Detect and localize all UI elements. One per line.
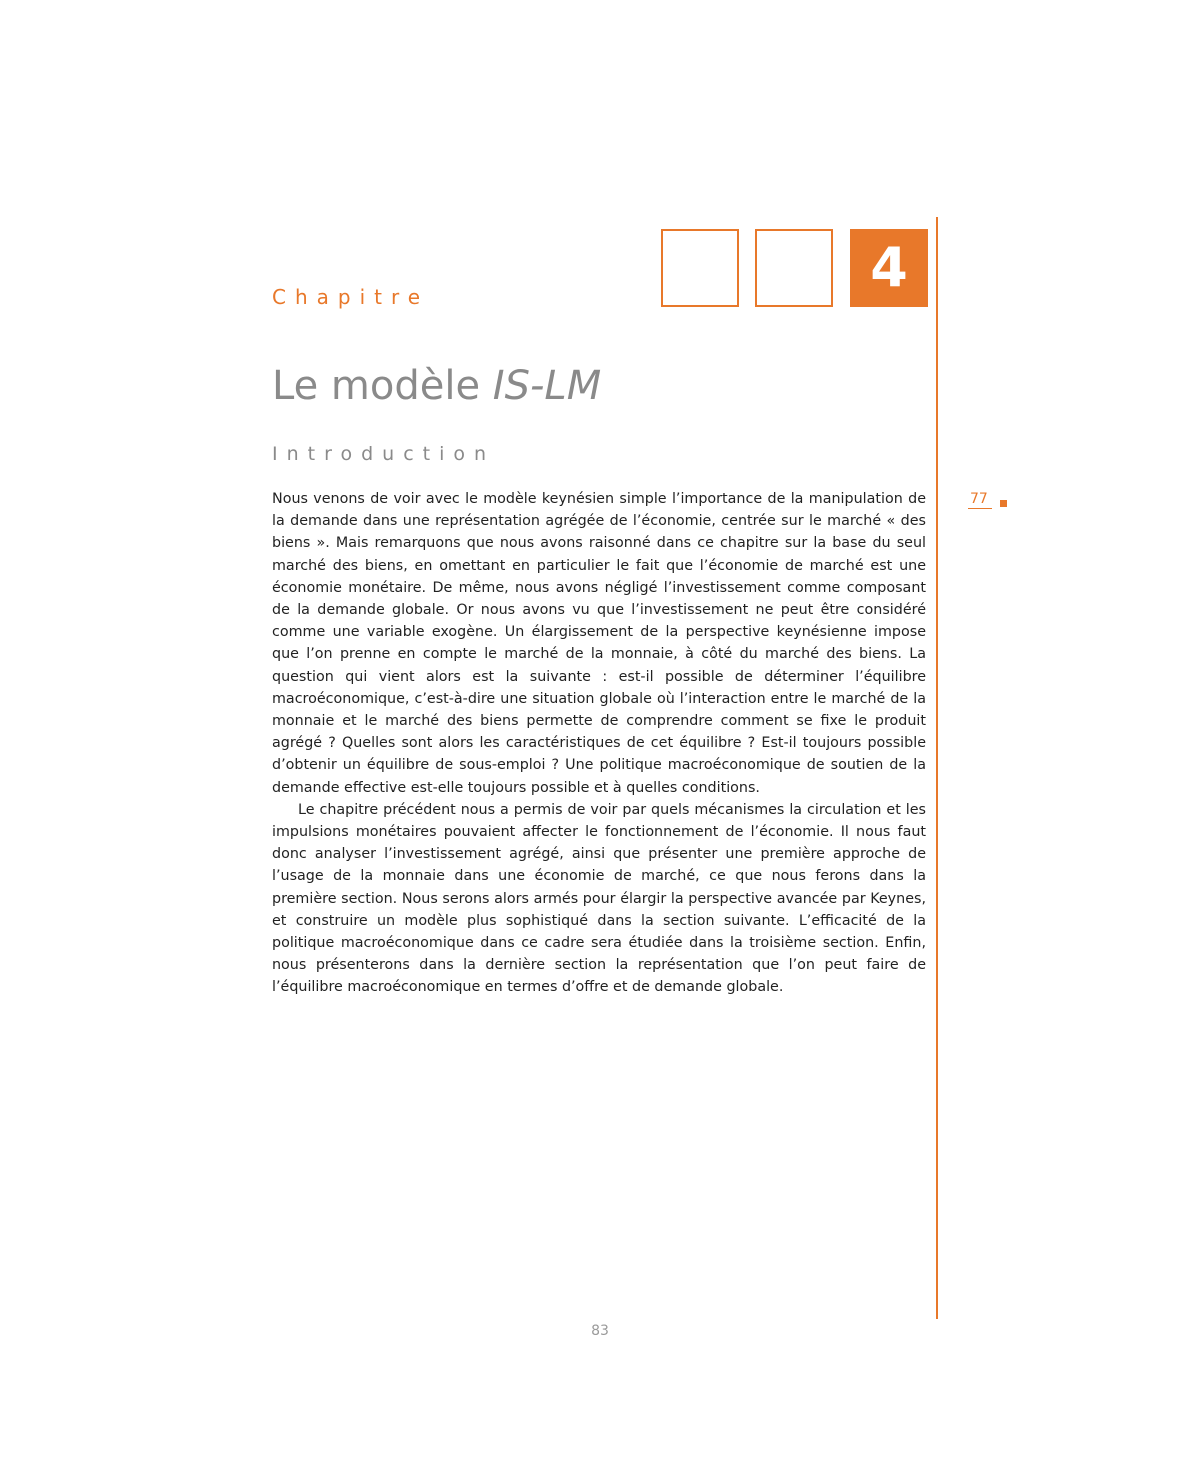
- page-number: 83: [591, 1323, 609, 1339]
- margin-vertical-rule: [936, 217, 938, 1319]
- chapter-decor-box-empty-1: [661, 229, 739, 307]
- body-text: [272, 488, 926, 999]
- margin-square-marker: [1000, 500, 1007, 507]
- chapter-label: Chapitre: [272, 285, 430, 309]
- margin-reference-number: 77: [968, 491, 992, 509]
- chapter-number-box: 4: [850, 229, 928, 307]
- chapter-title-main: Le modèle: [272, 363, 493, 409]
- chapter-title-italic: IS-LM: [492, 363, 602, 409]
- paragraph-1: Nous venons de voir avec le modèle keynésien simple l’importance de la manipulation de la demande dans une représentation agrégée de l’économie, centrée sur le marché « des biens ». Mais remarquons que nous avons raisonné dans ce chapitre sur la base du seul marché des biens, en omettant en particulier le fait que l’économie de marché est une économie monétaire. De même, nous avons négligé l’investissement comme composant de la demande globale. Or nous avons vu que l’investissement ne peut être considéré comme une variable exogène. Un élargissement de la perspective keynésienne impose que l’on prenne en compte le marché de la monnaie, à côté du marché des biens. La question qui vient alors est la suivante : est-il possible de déterminer l’équilibre macroéconomique, c’est-à-dire une situation globale où l’interaction entre le marché de la monnaie et le marché des biens permette de comprendre comment se fixe le produit agrégé ? Quelles sont alors les caractéristiques de cet équilibre ? Est-il toujours possible d’obtenir un équilibre de sous-emploi ? Une politique macroéconomique de soutien de la demande effective est-elle toujours possible et à quelles conditions.: [272, 491, 926, 796]
- paragraph-2: Le chapitre précédent nous a permis de voir par quels mécanismes la circulation et les impulsions monétaires pouvaient affecter le fonctionnement de l’économie. Il nous faut donc analyser l’investissement agrégé, ainsi que présenter une première approche de l’usage de la monnaie dans une économie de marché, ce que nous ferons dans la première section. Nous serons alors armés pour élargir la perspective avancée par Keynes, et construire un modèle plus sophistiqué dans la section suivante. L’efficacité de la politique macroéconomique dans ce cadre sera étudiée dans la troisième section. Enfin, nous présenterons dans la dernière section la représentation que l’on peut faire de l’équilibre macroéconomique en termes d’offre et de demande globale.: [272, 801, 926, 996]
- section-title: Introduction: [272, 443, 496, 465]
- chapter-decor-box-empty-2: [755, 229, 833, 307]
- chapter-title: [272, 363, 601, 409]
